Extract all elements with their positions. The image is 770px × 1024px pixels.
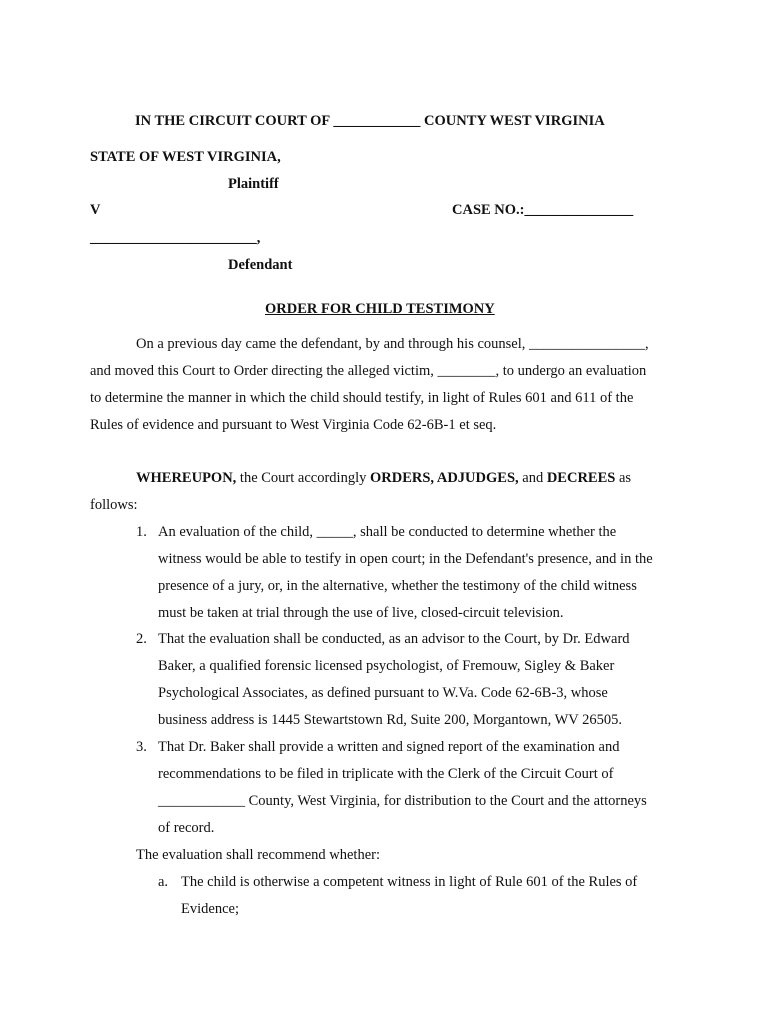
list-item-line: presence of a jury, or, in the alternative, whether the testimony of the child witness xyxy=(158,578,637,594)
list-item-line: witness would be able to testify in open court; in the Defendant's presence, and in the xyxy=(158,551,653,567)
court-heading: IN THE CIRCUIT COURT OF ____________ COUNTY WEST VIRGINIA xyxy=(135,113,605,129)
versus-label: V xyxy=(90,202,101,218)
sub-list-item-line: Evidence; xyxy=(181,901,239,917)
list-item-line: ____________ County, West Virginia, for distribution to the Court and the attorneys xyxy=(158,793,647,809)
list-item-line: business address is 1445 Stewartstown Rd, Suite 200, Morgantown, WV 26505. xyxy=(158,712,622,728)
list-item-line: of record. xyxy=(158,820,215,836)
plaintiff-label: Plaintiff xyxy=(228,176,279,192)
sub-list-letter: a. xyxy=(158,874,169,890)
plaintiff-name: STATE OF WEST VIRGINIA, xyxy=(90,149,281,165)
list-item-line: recommendations to be filed in triplicate with the Clerk of the Circuit Court of xyxy=(158,766,614,782)
list-number: 3. xyxy=(136,739,147,755)
intro-line: Rules of evidence and pursuant to West Virginia Code 62-6B-1 et seq. xyxy=(90,417,497,433)
intro-line: to determine the manner in which the child should testify, in light of Rules 601 and 611 of the xyxy=(90,390,634,406)
list-item-line: Baker, a qualified forensic licensed psychologist, of Fremouw, Sigley & Baker xyxy=(158,658,615,674)
whereupon-continuation: follows: xyxy=(90,497,138,513)
intro-line: and moved this Court to Order directing the alleged victim, ________, to undergo an evaluation xyxy=(90,363,647,379)
case-number: CASE NO.:_______________ xyxy=(452,202,634,218)
whereupon-line: WHEREUPON, the Court accordingly ORDERS, ADJUDGES, and DECREES as xyxy=(136,470,632,486)
intro-line: On a previous day came the defendant, by and through his counsel, ________________, xyxy=(136,336,649,352)
list-item-line: An evaluation of the child, _____, shall be conducted to determine whether the xyxy=(158,524,617,540)
list-number: 2. xyxy=(136,631,147,647)
document-title: ORDER FOR CHILD TESTIMONY xyxy=(265,301,495,317)
defendant-name: _______________________, xyxy=(90,230,261,246)
list-item-line: must be taken at trial through the use of live, closed-circuit television. xyxy=(158,605,564,621)
sub-list-item-line: The child is otherwise a competent witness in light of Rule 601 of the Rules of xyxy=(181,874,638,890)
list-item-line: Psychological Associates, as defined pursuant to W.Va. Code 62-6B-3, whose xyxy=(158,685,608,701)
list-number: 1. xyxy=(136,524,147,540)
list-item-line: That the evaluation shall be conducted, as an advisor to the Court, by Dr. Edward xyxy=(158,631,630,647)
defendant-label: Defendant xyxy=(228,257,293,273)
list-item-line: That Dr. Baker shall provide a written and signed report of the examination and xyxy=(158,739,620,755)
recommend-intro: The evaluation shall recommend whether: xyxy=(136,847,380,863)
